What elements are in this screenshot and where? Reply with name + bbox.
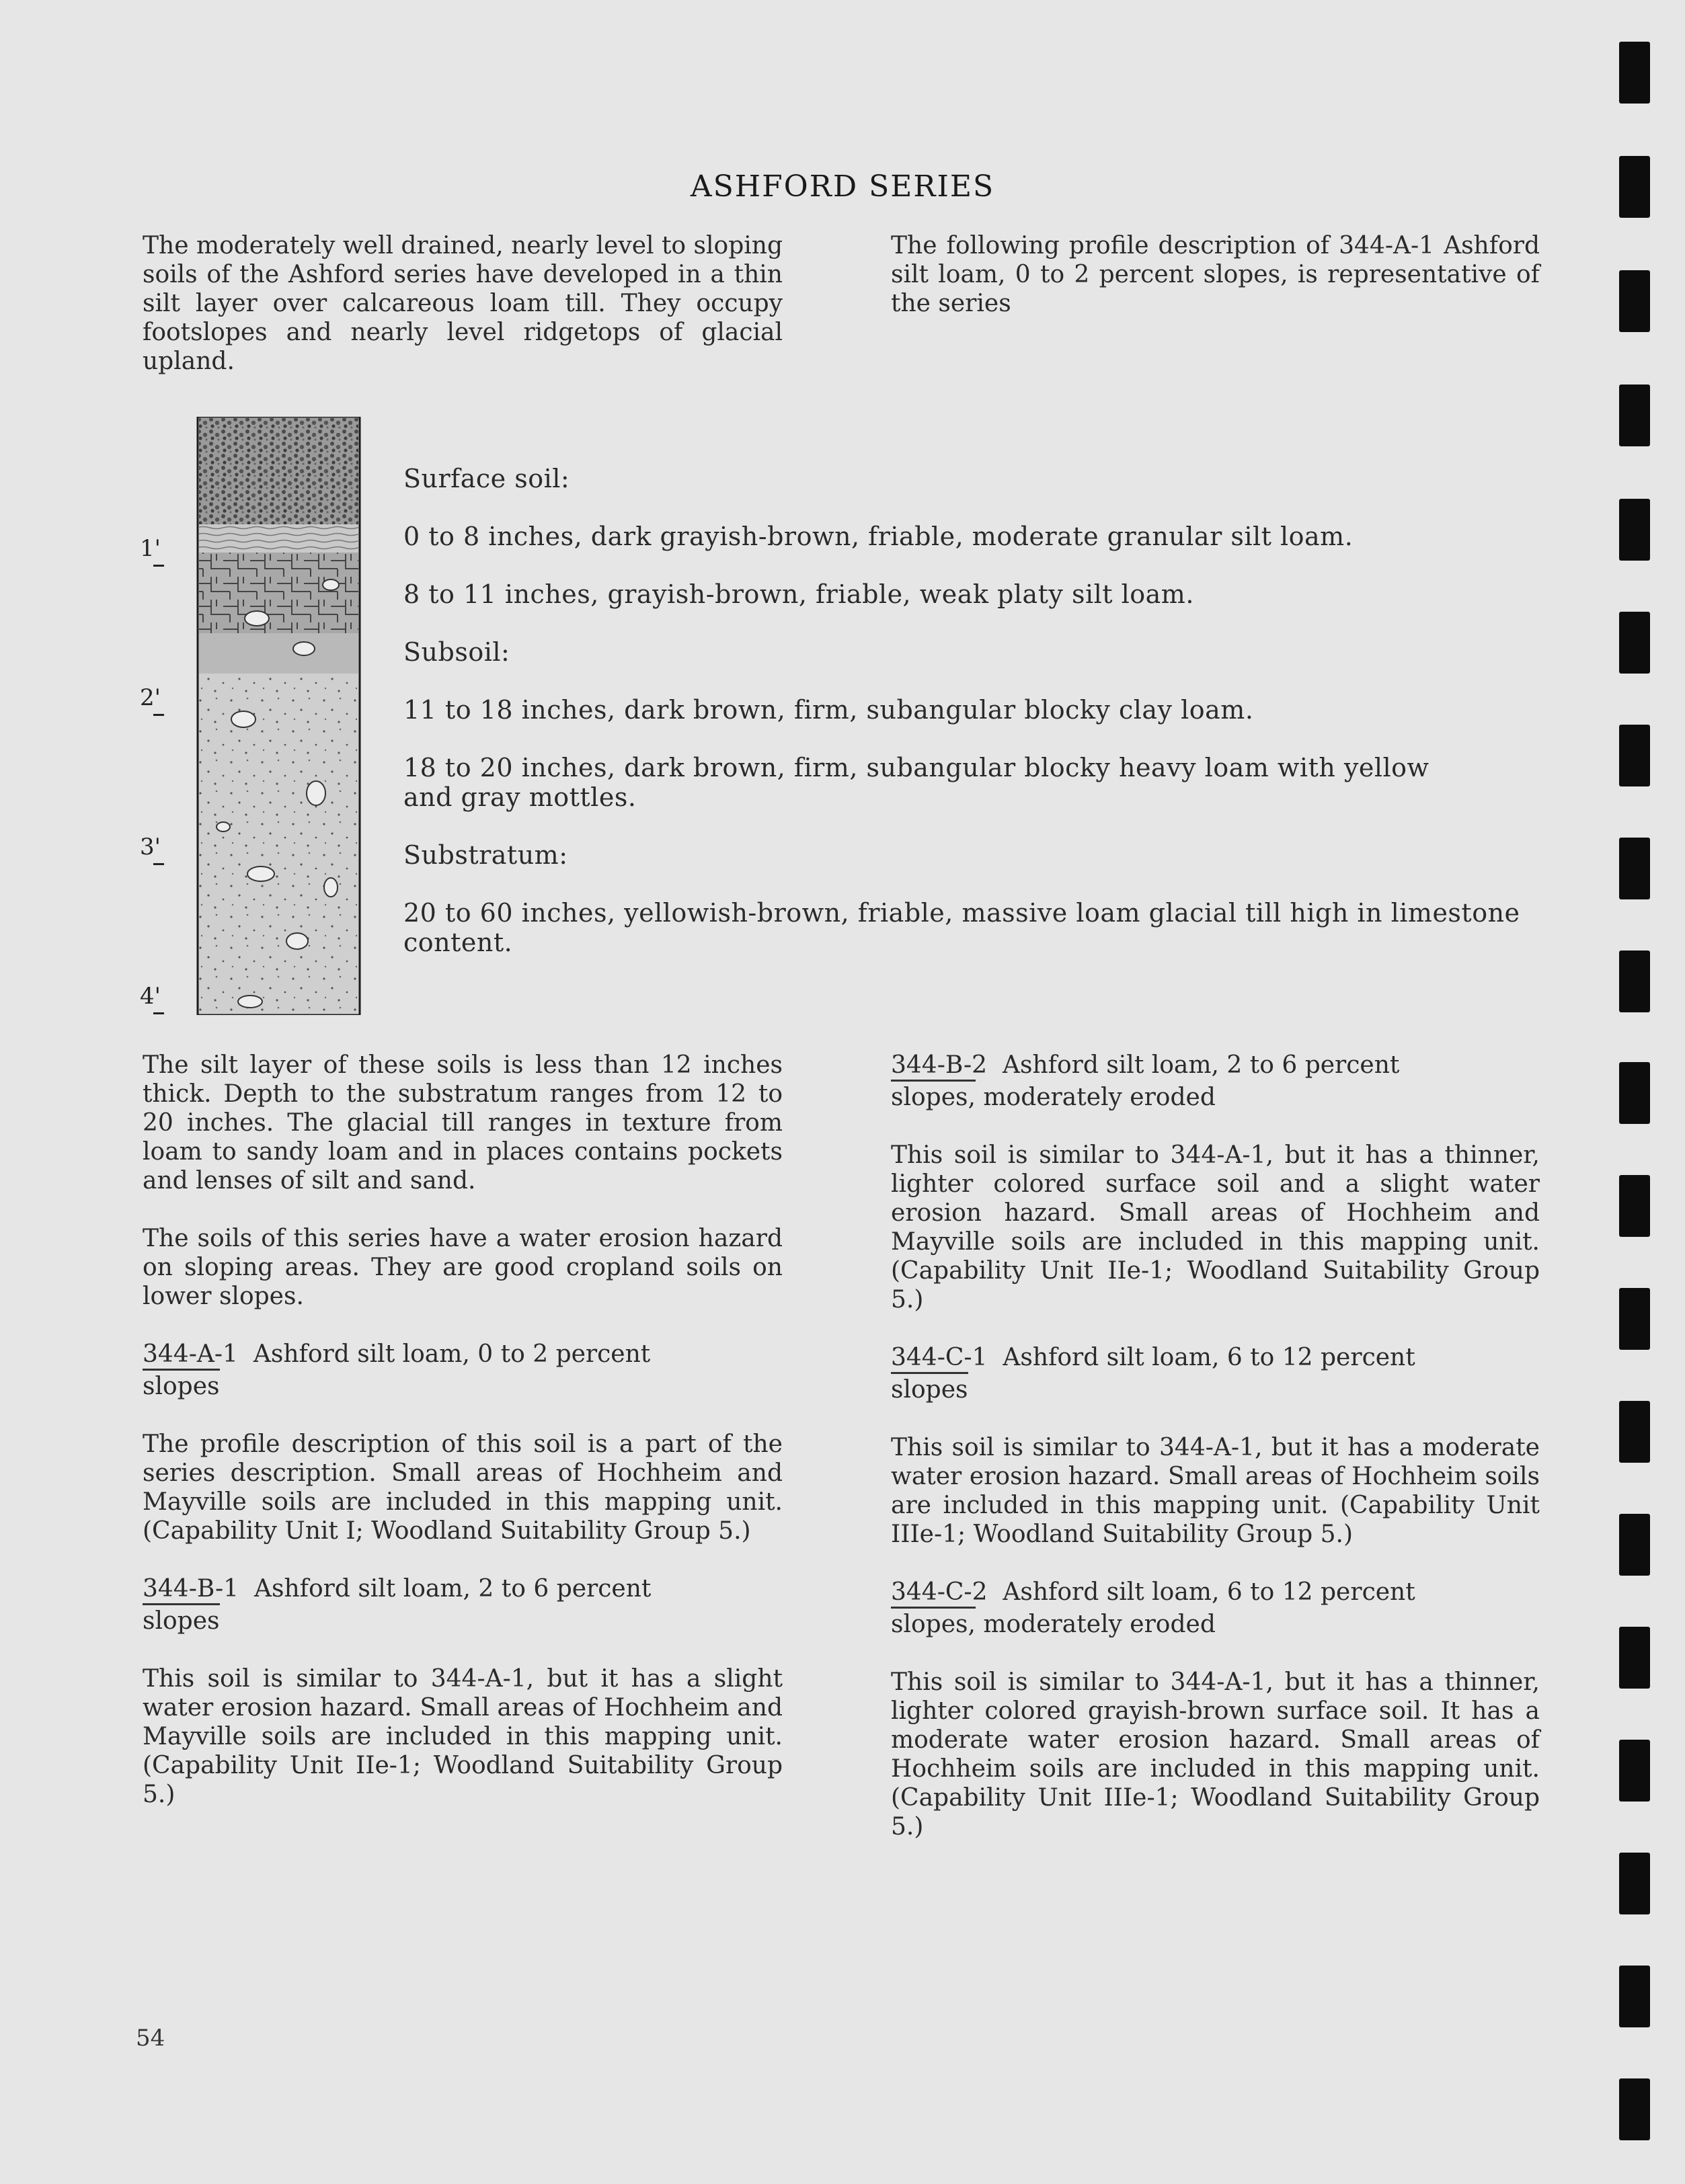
unit-code-344-C-1: 344-C-1 — [891, 1344, 988, 1371]
page-number: 54 — [136, 2025, 165, 2052]
subsoil-horizon-1: 11 to 18 inches, dark brown, firm, subangular blocky clay loam. — [403, 695, 1254, 725]
binding-hole — [1619, 1514, 1650, 1576]
binding-hole — [1619, 499, 1650, 561]
binding-hole — [1619, 1062, 1650, 1124]
left-column — [143, 1051, 783, 1809]
unit-code-344-A-1: 344-A-1 — [143, 1340, 238, 1368]
unit-desc-344-B-2: This soil is similar to 344-A-1, but it has a thinner, lighter colored surface soil and a slight water erosion hazard. Small areas of Hochheim and Mayville soils are included in this mapping unit. (Capability Unit IIe-1; Woodland Suitability Group 5.) — [891, 1141, 1540, 1313]
unit-desc-344-C-2: This soil is similar to 344-A-1, but it has a thinner, lighter colored grayish-brown surface soil. It has a moderate water erosion hazard. Small areas of Hochheim soils are included in this mapping unit. (Capability Unit IIIe-1; Woodland Suitability Group 5.) — [891, 1668, 1540, 1841]
soil-profile-illustration — [196, 417, 361, 1015]
right-column — [891, 1051, 1540, 1841]
subsoil-heading: Subsoil: — [403, 637, 510, 667]
unit-code-344-B-1: 344-B-1 — [143, 1575, 239, 1603]
unit-heading-344-C-1 — [891, 1343, 1540, 1404]
depth-label-1ft: 1' — [140, 535, 161, 562]
binding-hole — [1619, 725, 1650, 786]
binding-hole — [1619, 838, 1650, 899]
unit-title-344-B-1-line2: slopes — [143, 1603, 220, 1635]
binding-hole — [1619, 1853, 1650, 1914]
unit-heading-344-A-1 — [143, 1340, 783, 1401]
unit-desc-344-B-1: This soil is similar to 344-A-1, but it has a slight water erosion hazard. Small areas of Hochheim and Mayville soils are included in this mapping unit. (Capability Unit IIe-1; Woodland Suitability Group 5.) — [143, 1665, 783, 1808]
unit-title-344-B-2-line3: moderately eroded — [983, 1084, 1216, 1111]
page-title: ASHFORD SERIES — [690, 169, 995, 204]
surface-horizon-1: 0 to 8 inches, dark grayish-brown, friable, moderate granular silt loam. — [403, 522, 1354, 551]
unit-desc-344-A-1: The profile description of this soil is a part of the series description. Small areas of Hochheim and Mayville soils are included in this mapping unit. (Capability Unit I; Woodland Suitability Group 5.) — [143, 1430, 783, 1545]
substratum-heading: Substratum: — [403, 840, 568, 870]
unit-title-344-B-2-line2: slopes, — [891, 1080, 976, 1112]
unit-heading-344-B-1 — [143, 1574, 783, 1635]
unit-title-344-C-2-line3: moderately eroded — [983, 1611, 1216, 1638]
unit-title-344-C-2: Ashford silt loam, 6 to 12 percent — [1003, 1578, 1415, 1606]
binding-hole — [1619, 42, 1650, 104]
binding-hole — [1619, 1740, 1650, 1802]
intro-left: The moderately well drained, nearly level to sloping soils of the Ashford series have developed in a thin silt layer over calcareous loam till. They occupy footslopes and nearly level ridgetops of glacial upland. — [143, 232, 783, 375]
binding-hole — [1619, 156, 1650, 218]
unit-title-344-C-1: Ashford silt loam, 6 to 12 percent — [1003, 1344, 1415, 1371]
binding-hole — [1619, 1966, 1650, 2027]
unit-title-344-C-1-line2: slopes — [891, 1372, 968, 1404]
depth-label-4ft: 4' — [140, 983, 161, 1010]
depth-label-2ft: 2' — [140, 684, 161, 711]
binding-hole — [1619, 1627, 1650, 1689]
unit-title-344-A-1: Ashford silt loam, 0 to 2 percent — [253, 1340, 651, 1368]
binding-hole — [1619, 385, 1650, 446]
unit-title-344-C-2-line2: slopes, — [891, 1607, 976, 1639]
subsoil-horizon-2: 18 to 20 inches, dark brown, firm, subangular blocky heavy loam with yellow and gray mottles. — [403, 753, 1429, 812]
surface-heading: Surface soil: — [403, 464, 570, 493]
unit-title-344-B-1: Ashford silt loam, 2 to 6 percent — [253, 1575, 652, 1603]
binding-hole — [1619, 1288, 1650, 1350]
unit-heading-344-B-2 — [891, 1051, 1540, 1112]
binding-hole — [1619, 270, 1650, 332]
erosion-paragraph: The soils of this series have a water erosion hazard on sloping areas. They are good cropland soils on lower slopes. — [143, 1225, 783, 1310]
unit-title-344-A-1-line2: slopes — [143, 1369, 220, 1401]
binding-hole — [1619, 612, 1650, 674]
binding-hole — [1619, 1175, 1650, 1237]
intro-right: The following profile description of 344-A-1 Ashford silt loam, 0 to 2 percent slopes, is representative of the series — [891, 232, 1540, 317]
binding-hole — [1619, 1401, 1650, 1463]
binding-hole — [1619, 2078, 1650, 2140]
unit-heading-344-C-2 — [891, 1578, 1540, 1639]
binding-hole — [1619, 951, 1650, 1012]
unit-title-344-B-2: Ashford silt loam, 2 to 6 percent — [1002, 1051, 1400, 1079]
unit-code-344-B-2: 344-B-2 — [891, 1051, 988, 1079]
unit-desc-344-C-1: This soil is similar to 344-A-1, but it has a moderate water erosion hazard. Small areas of Hochheim soils are included in this mapping unit. (Capability Unit IIIe-1; Woodland Suitability Group 5.) — [891, 1434, 1540, 1548]
silt-layer-paragraph: The silt layer of these soils is less than 12 inches thick. Depth to the substratum ranges from 12 to 20 inches. The glacial till ranges in texture from loam to sandy loam and in places contains pockets and lenses of silt and sand. — [143, 1051, 783, 1195]
substratum-horizon-1: 20 to 60 inches, yellowish-brown, friable, massive loam glacial till high in limestone content. — [403, 898, 1520, 957]
surface-horizon-2: 8 to 11 inches, grayish-brown, friable, weak platy silt loam. — [403, 579, 1194, 609]
profile-description — [403, 464, 1546, 957]
unit-code-344-C-2: 344-C-2 — [891, 1578, 988, 1606]
depth-label-3ft: 3' — [140, 834, 161, 860]
